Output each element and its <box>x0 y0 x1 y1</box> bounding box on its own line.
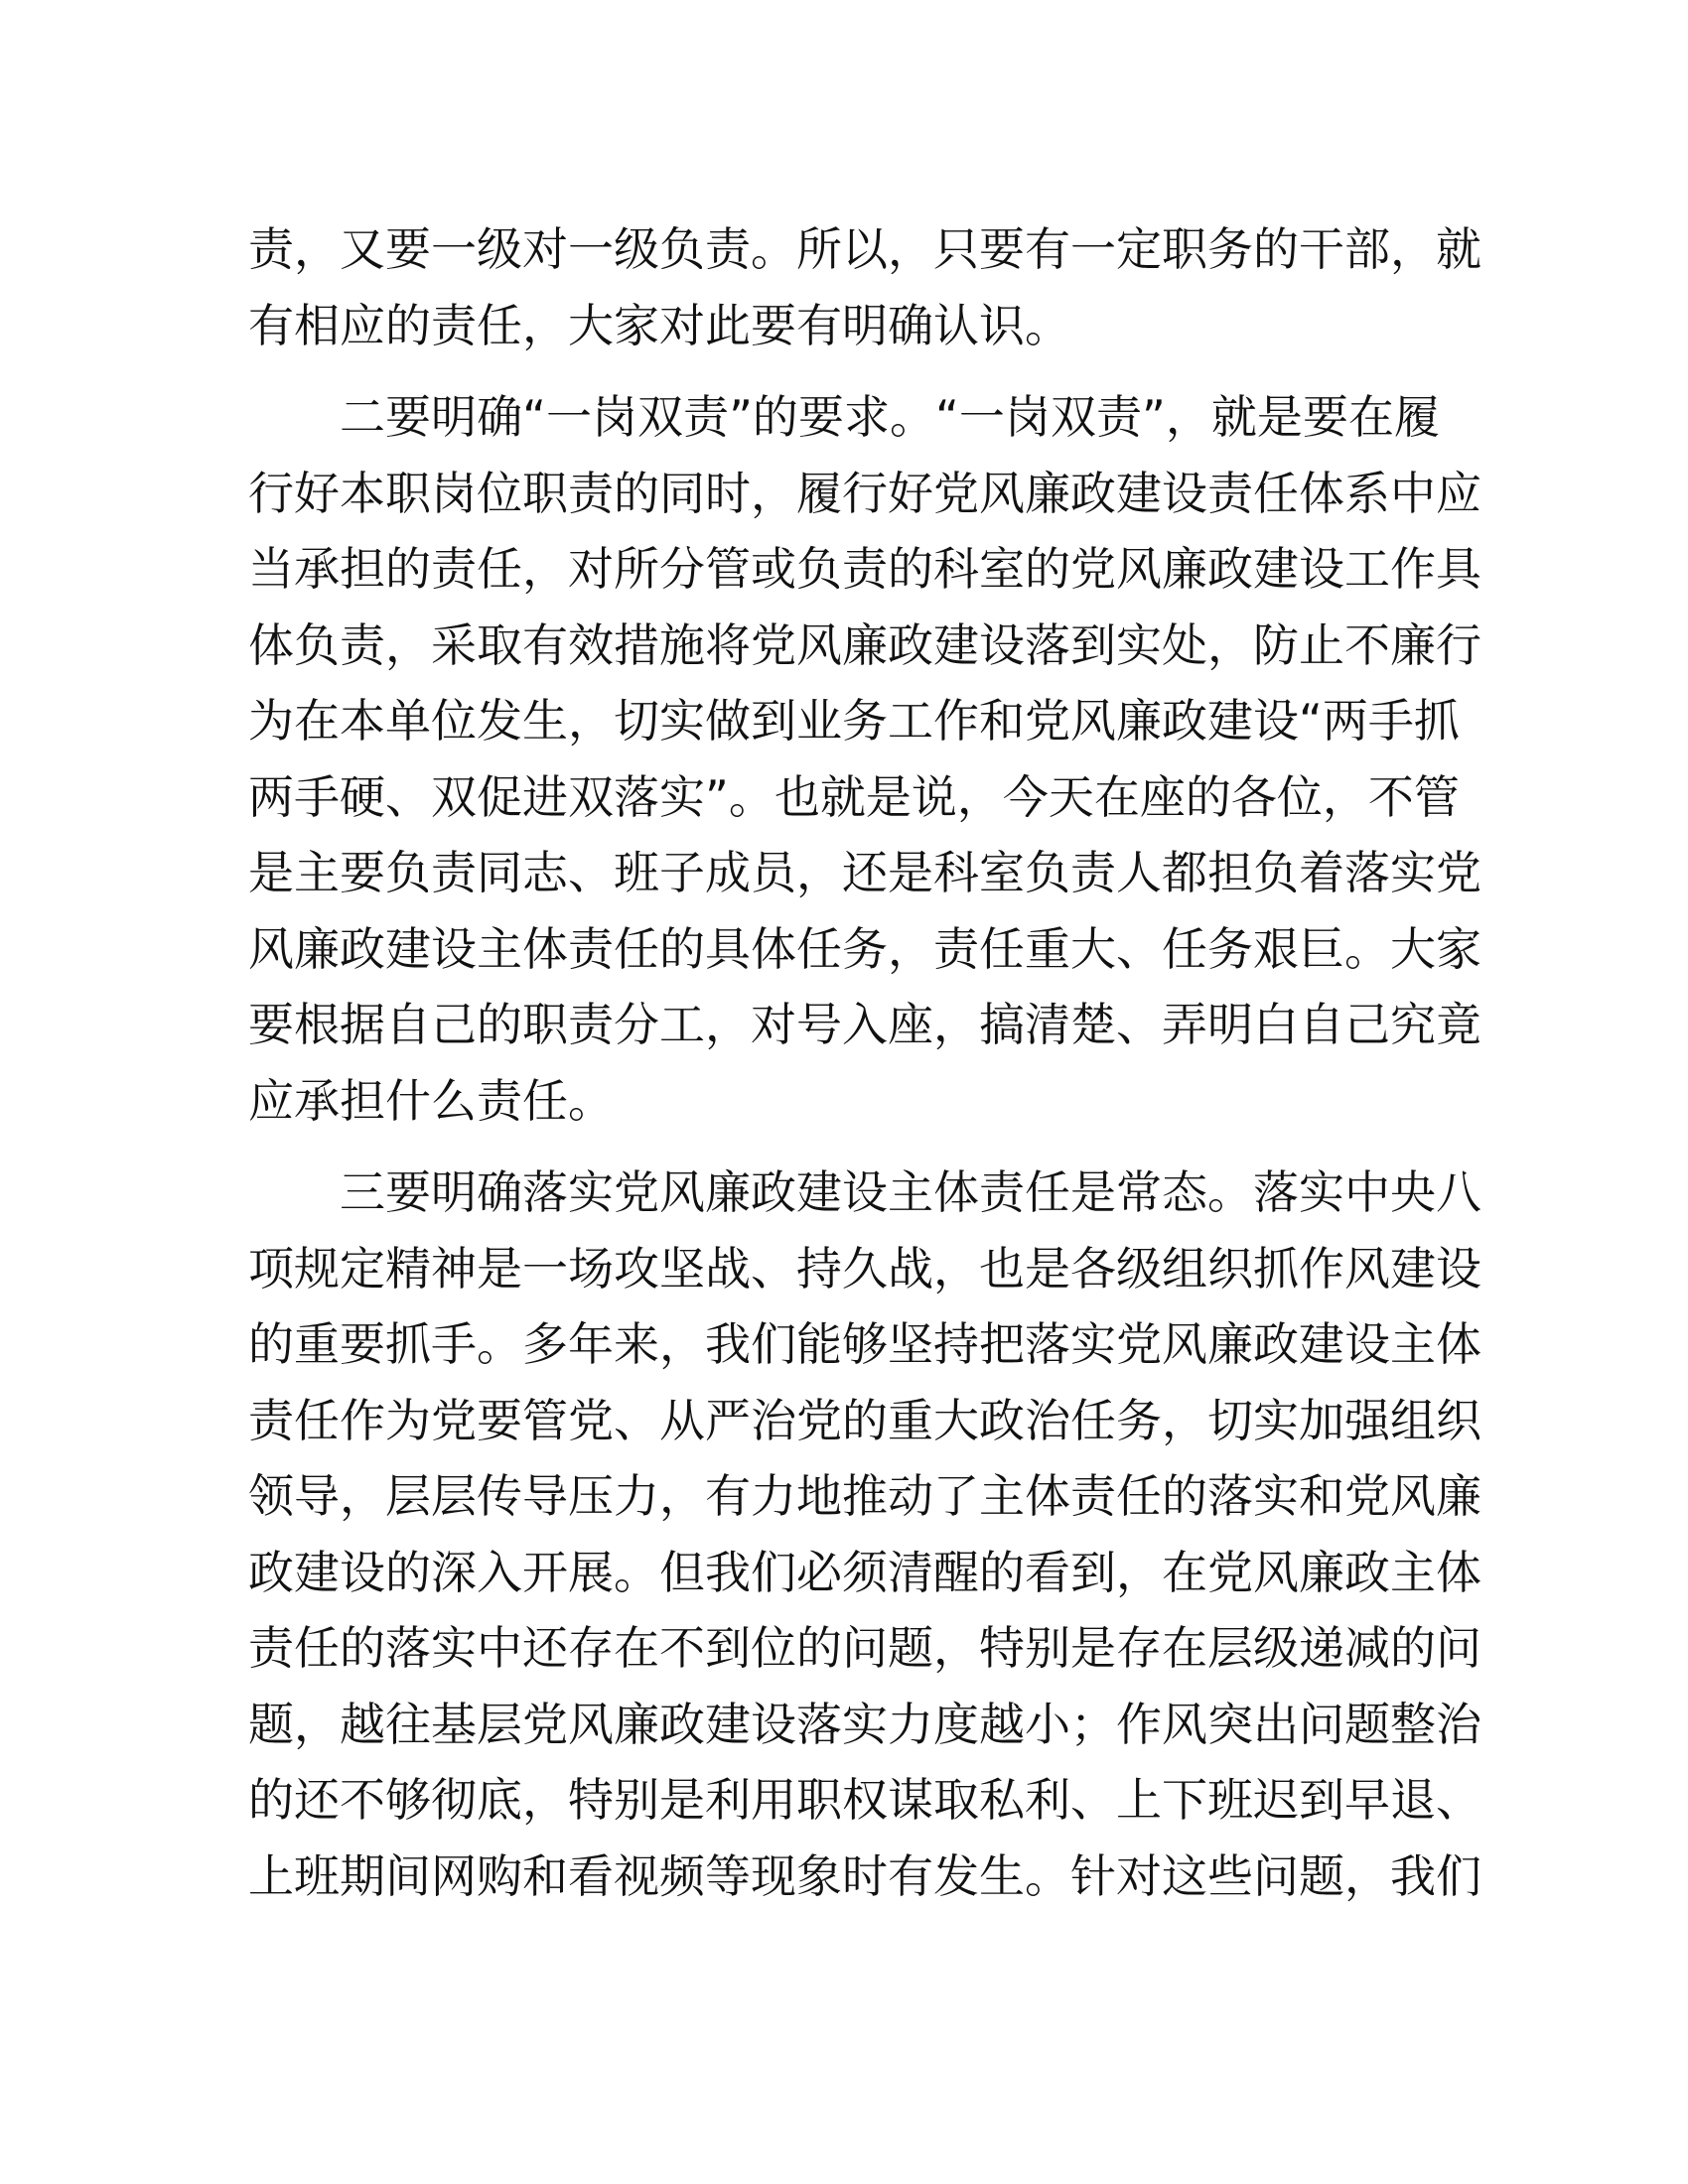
paragraph-1 <box>248 211 1481 363</box>
text-line: 两手硬、双促进双落实”。也就是说，今天在座的各位，不管 <box>248 769 1460 824</box>
text-line: 的还不够彻底，特别是利用职权谋取私利、上下班迟到早退、 <box>248 1773 1481 1827</box>
document-body <box>248 211 1481 1914</box>
text-line: 为在本单位发生，切实做到业务工作和党风廉政建设“两手抓 <box>248 694 1460 748</box>
text-line: 风廉政建设主体责任的具体任务，责任重大、任务艰巨。大家 <box>248 921 1481 976</box>
text-line: 三要明确落实党风廉政建设主体责任是常态。落实中央八 <box>340 1165 1481 1219</box>
text-line: 责，又要一级对一级负责。所以，只要有一定职务的干部，就 <box>248 222 1481 276</box>
text-line: 题，越往基层党风廉政建设落实力度越小；作风突出问题整治 <box>248 1697 1481 1751</box>
text-line: 责任作为党要管党、从严治党的重大政治任务，切实加强组织 <box>248 1393 1481 1447</box>
text-line: 责任的落实中还存在不到位的问题，特别是存在层级递减的问 <box>248 1621 1481 1675</box>
text-line: 政建设的深入开展。但我们必须清醒的看到，在党风廉政主体 <box>248 1545 1481 1599</box>
text-line: 上班期间网购和看视频等现象时有发生。针对这些问题，我们 <box>248 1848 1481 1903</box>
text-line: 应承担什么责任。 <box>248 1073 614 1128</box>
text-line: 二要明确“一岗双责”的要求。“一岗双责”，就是要在履 <box>340 390 1440 444</box>
text-line: 体负责，采取有效措施将党风廉政建设落到实处，防止不廉行 <box>248 617 1481 672</box>
text-line: 有相应的责任，大家对此要有明确认识。 <box>248 298 1070 352</box>
text-line: 的重要抓手。多年来，我们能够坚持把落实党风廉政建设主体 <box>248 1317 1481 1371</box>
text-line: 项规定精神是一场攻坚战、持久战，也是各级组织抓作风建设 <box>248 1241 1481 1296</box>
paragraph-3 <box>248 1155 1481 1914</box>
text-line: 当承担的责任，对所分管或负责的科室的党风廉政建设工作具 <box>248 542 1481 596</box>
paragraph-2 <box>248 379 1481 1139</box>
text-line: 领导，层层传导压力，有力地推动了主体责任的落实和党风廉 <box>248 1469 1481 1523</box>
text-line: 行好本职岗位职责的同时，履行好党风廉政建设责任体系中应 <box>248 466 1481 520</box>
text-line: 是主要负责同志、班子成员，还是科室负责人都担负着落实党 <box>248 846 1481 899</box>
text-line: 要根据自己的职责分工，对号入座，搞清楚、弄明白自己究竟 <box>248 998 1481 1051</box>
